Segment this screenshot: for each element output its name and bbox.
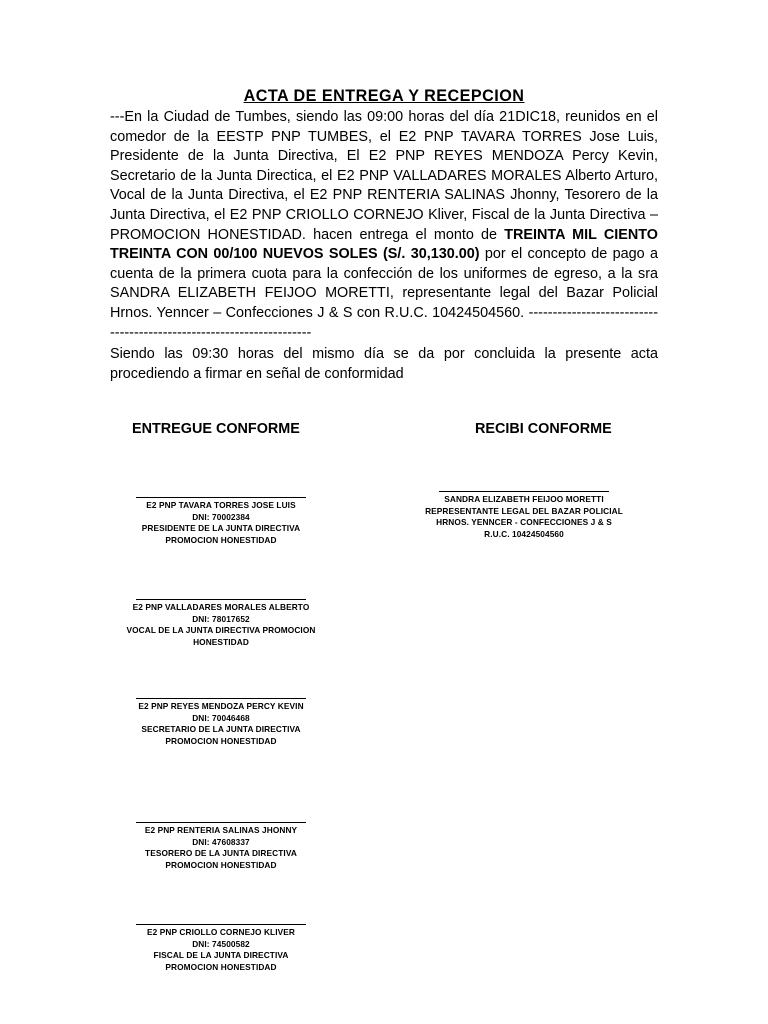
signer-name: E2 PNP REYES MENDOZA PERCY KEVIN (138, 701, 304, 711)
signer-role: TESORERO DE LA JUNTA DIRECTIVA (145, 848, 297, 859)
closing-paragraph: Siendo las 09:30 horas del mismo día se da por concluida la presente acta procediendo a firmar en señal de conformidad (110, 346, 658, 382)
signature-line (136, 924, 306, 925)
signature-block-feijoo (414, 491, 634, 540)
signature-block-valladares (120, 599, 322, 648)
signer-name: E2 PNP RENTERIA SALINAS JHONNY (144, 825, 298, 835)
signature-block-criollo (120, 924, 322, 973)
signer-dni: DNI: 74500582 (192, 938, 250, 949)
signer-role: FISCAL DE LA JUNTA DIRECTIVA (153, 950, 289, 961)
signer-group: HONESTIDAD (193, 636, 249, 647)
signature-block-renteria (120, 822, 322, 871)
signature-line (136, 822, 306, 823)
signer-role: PRESIDENTE DE LA JUNTA DIRECTIVA (141, 523, 301, 534)
signer-dni: DNI: 70046468 (192, 712, 250, 723)
signature-line (439, 491, 609, 492)
amount-text: TREINTA MIL CIENTO TREINTA CON 00/100 NUEVOS SOLES (S/. 30,130.00) (110, 226, 658, 263)
signature-block-reyes (120, 698, 322, 747)
signer-ruc: R.U.C. 10424504560 (484, 528, 564, 539)
signer-group: PROMOCION HONESTIDAD (165, 859, 277, 870)
signer-dni: DNI: 70002384 (192, 511, 250, 522)
signer-group: PROMOCION HONESTIDAD (165, 961, 277, 972)
signer-name: E2 PNP TAVARA TORRES JOSE LUIS (146, 500, 296, 510)
document-title: ACTA DE ENTREGA Y RECEPCION (243, 86, 525, 105)
signer-role: REPRESENTANTE LEGAL DEL BAZAR POLICIAL (425, 505, 623, 516)
signer-group: PROMOCION HONESTIDAD (165, 735, 277, 746)
signature-line (136, 497, 306, 498)
header-recibi-conforme: RECIBI CONFORME (475, 421, 612, 437)
signature-block-tavara (120, 497, 322, 546)
signer-role: VOCAL DE LA JUNTA DIRECTIVA PROMOCION (126, 625, 316, 636)
signer-group: PROMOCION HONESTIDAD (165, 534, 277, 545)
signer-dni: DNI: 47608337 (192, 836, 250, 847)
signer-role: SECRETARIO DE LA JUNTA DIRECTIVA (141, 724, 301, 735)
signer-name: SANDRA ELIZABETH FEIJOO MORETTI (444, 494, 604, 504)
paragraph-part-2: por el concepto de pago a cuenta de la primera cuota para la confección de los uniformes de egreso, a la sra SANDRA ELIZABETH FEIJOO MORETTI, representante legal del Bazar Policial Hrnos. Yenncer – Confecciones J & S con R.U.C. 10424504560. --------------------------------------------------------------------- (110, 246, 658, 341)
signer-dni: DNI: 78017652 (192, 613, 250, 624)
signer-name: E2 PNP VALLADARES MORALES ALBERTO (132, 602, 310, 612)
main-paragraph (110, 108, 658, 343)
header-entregue-conforme: ENTREGUE CONFORME (132, 421, 300, 437)
paragraph-part-1: ---En la Ciudad de Tumbes, siendo las 09:00 horas del día 21DIC18, reunidos en el comedor de la EESTP PNP TUMBES, el E2 PNP TAVARA TORRES Jose Luis, Presidente de la Junta Directiva, El E2 PNP REYES MENDOZA Percy Kevin, Secretario de la Junta Directica, el E2 PNP VALLADARES MORALES Alberto Arturo, Vocal de la Junta Directiva, el E2 PNP RENTERIA SALINAS Jhonny, Tesorero de la Junta Directiva, el E2 PNP CRIOLLO CORNEJO Kliver, Fiscal de la Junta Directiva – PROMOCION HONESTIDAD. hacen entrega el monto de (110, 109, 658, 243)
signature-line (136, 599, 306, 600)
signature-line (136, 698, 306, 699)
signer-name: E2 PNP CRIOLLO CORNEJO KLIVER (147, 927, 295, 937)
signer-company: HRNOS. YENNCER - CONFECCIONES J & S (436, 517, 612, 528)
